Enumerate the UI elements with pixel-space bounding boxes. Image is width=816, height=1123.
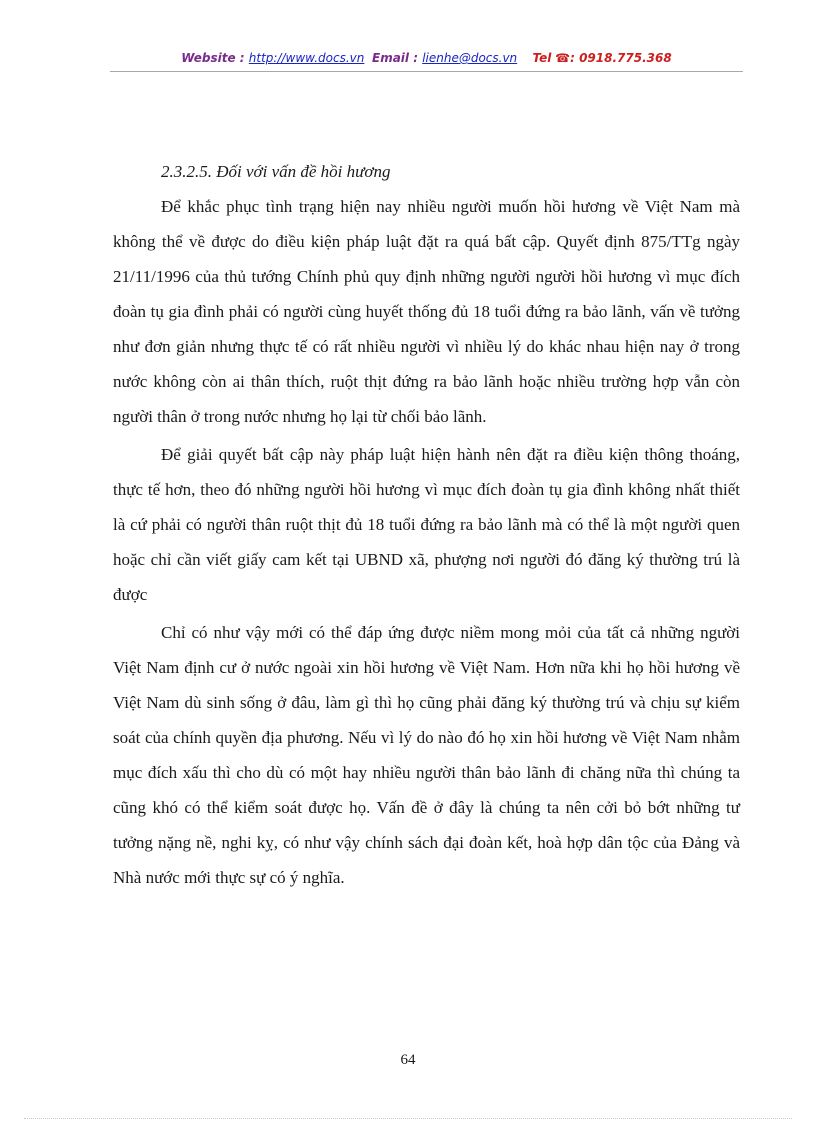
website-label: Website xyxy=(181,51,236,65)
page-bottom-border xyxy=(24,1118,792,1119)
page-header xyxy=(110,51,743,65)
tel-number: : 0918.775.368 xyxy=(570,51,672,65)
email-separator: : xyxy=(409,51,423,65)
paragraph-2: Để giải quyết bất cập này pháp luật hiện hành nên đặt ra điều kiện thông thoáng, thực tế hơn, theo đó những người hồi hương vì mục đích đoàn tụ gia đình không nhất thiết là cứ phải có người thân ruột thịt đủ 18 tuổi đứng ra bảo lãnh mà có thể là một người quen hoặc chỉ cần viết giấy cam kết tại UBND xã, phượng nơi người đó đăng ký thường trú là được xyxy=(113,445,740,604)
document-body xyxy=(113,158,740,895)
page-number: 64 xyxy=(400,1052,416,1068)
website-separator: : xyxy=(235,51,249,65)
email-label: Email xyxy=(372,51,410,65)
website-link[interactable]: http://www.docs.vn xyxy=(248,51,365,65)
header-divider xyxy=(110,71,743,72)
telephone-icon: ☎ xyxy=(555,51,571,65)
paragraph-1: Để khắc phục tình trạng hiện nay nhiều người muốn hồi hương về Việt Nam mà không thể về được do điều kiện pháp luật đặt ra quá bất cập. Quyết định 875/TTg ngày 21/11/1996 của thủ tướng Chính phủ quy định những người người hồi hương vì mục đích đoàn tụ gia đình phải có người cùng huyết thống đủ 18 tuổi đứng ra bảo lãnh, vấn về tưởng như đơn giản nhưng thực tế có rất nhiều người vì nhiều lý do khác nhau hiện nay ở trong nước không còn ai thân thích, ruột thịt đứng ra bảo lãnh hoặc nhiều trường hợp vẫn còn người thân ở trong nước nhưng họ lại từ chối bảo lãnh. xyxy=(113,197,740,426)
email-link[interactable]: lienhe@docs.vn xyxy=(422,51,518,65)
section-heading: 2.3.2.5. Đối với vấn đề hồi hương xyxy=(161,162,391,181)
tel-label: Tel xyxy=(532,51,552,65)
paragraph-3: Chỉ có như vậy mới có thể đáp ứng được niềm mong mỏi của tất cả những người Việt Nam định cư ở nước ngoài xin hồi hương về Việt Nam. Hơn nữa khi họ hồi hương về Việt Nam dù sinh sống ở đâu, làm gì thì họ cũng phải đăng ký thường trú và chịu sự kiểm soát của chính quyền địa phương. Nếu vì lý do nào đó họ xin hồi hương về Việt Nam nhằm mục đích xấu thì cho dù có một hay nhiều người thân bảo lãnh đi chăng nữa thì chúng ta cũng khó có thể kiểm soát được họ. Vấn đề ở đây là chúng ta nên cởi bỏ bớt những tư tưởng nặng nề, nghi kỵ, có như vậy chính sách đại đoàn kết, hoà hợp dân tộc của Đảng và Nhà nước mới thực sự có ý nghĩa. xyxy=(113,623,740,887)
